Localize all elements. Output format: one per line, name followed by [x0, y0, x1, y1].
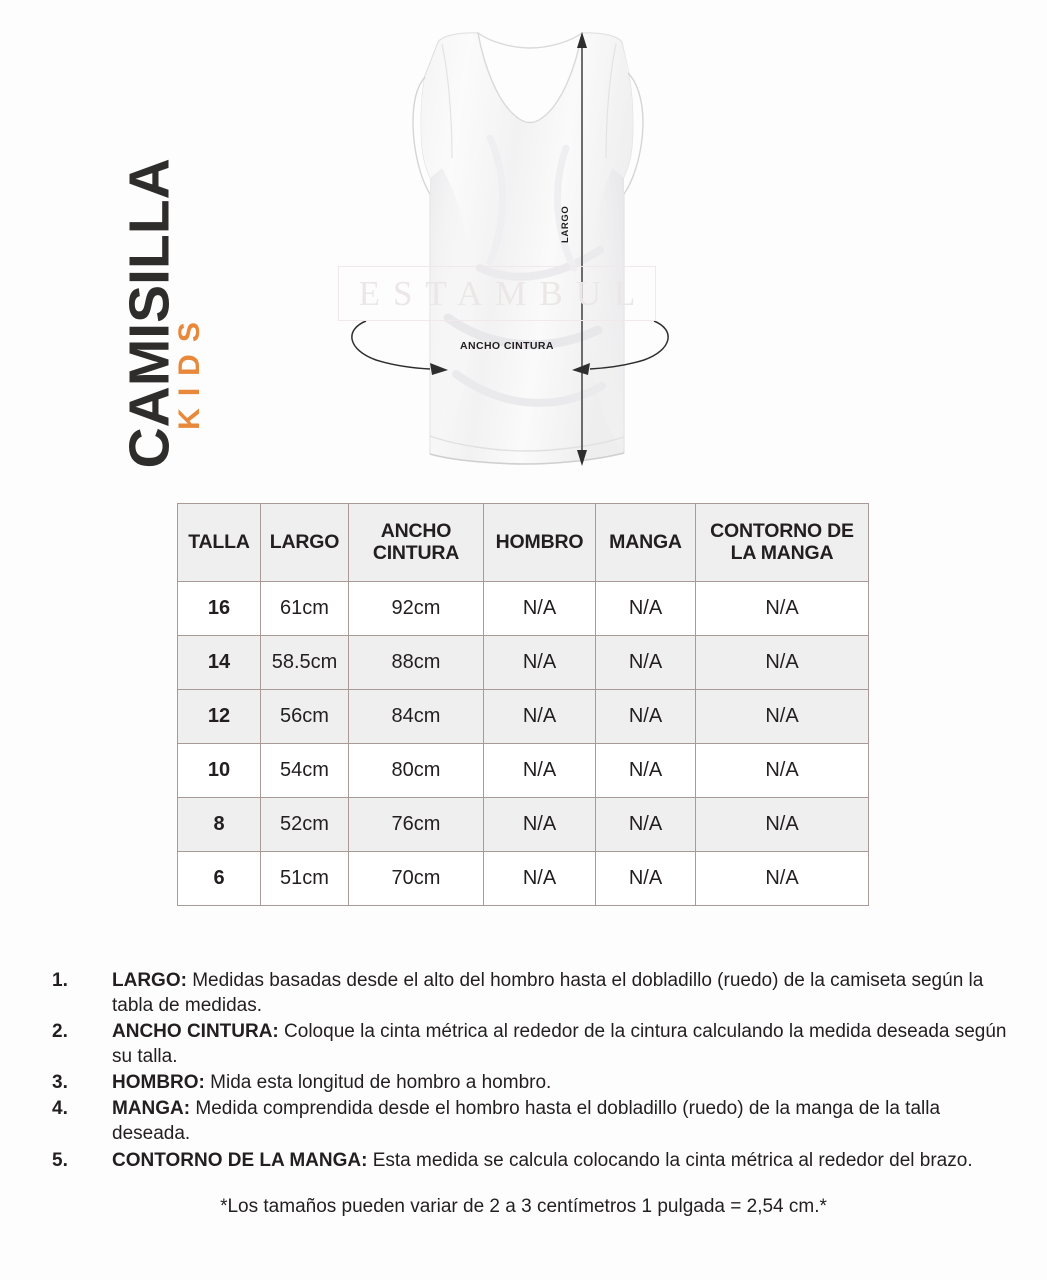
- cell-contorno: N/A: [696, 852, 869, 906]
- cell-hombro: N/A: [484, 798, 596, 852]
- column-header-contorno-manga: [696, 504, 869, 582]
- cell-hombro: N/A: [484, 852, 596, 906]
- cell-hombro: N/A: [484, 582, 596, 636]
- cell-talla: 10: [178, 744, 261, 798]
- cell-talla: 6: [178, 852, 261, 906]
- instruction-item: [52, 968, 1014, 1018]
- cell-contorno: N/A: [696, 798, 869, 852]
- cell-talla: 14: [178, 636, 261, 690]
- column-header-hombro: HOMBRO: [484, 504, 596, 582]
- instruction-number: 1.: [52, 970, 68, 991]
- header-line-1: ANCHO: [380, 519, 452, 542]
- cell-talla: 8: [178, 798, 261, 852]
- cell-manga: N/A: [596, 798, 696, 852]
- instruction-text: [112, 1019, 1014, 1069]
- footer-note: *Los tamaños pueden variar de 2 a 3 centímetros 1 pulgada = 2,54 cm.*: [220, 1196, 827, 1217]
- table-row: [178, 690, 869, 744]
- column-header-ancho-cintura: [349, 504, 484, 582]
- cell-ancho: 88cm: [349, 636, 484, 690]
- title-block: [60, 150, 230, 510]
- table-row: [178, 744, 869, 798]
- instruction-description: Medidas basadas desde el alto del hombro hasta el dobladillo (ruedo) de la camiseta según la tabla de medidas.: [112, 970, 984, 1017]
- cell-manga: N/A: [596, 636, 696, 690]
- instructions-list: [52, 968, 1014, 1174]
- tank-top-svg: [330, 18, 690, 488]
- instruction-number: 4.: [52, 1098, 68, 1120]
- instruction-item: [52, 1070, 1014, 1095]
- column-header-manga: MANGA: [596, 504, 696, 582]
- cell-manga: N/A: [596, 582, 696, 636]
- cell-ancho: 80cm: [349, 744, 484, 798]
- cell-ancho: 76cm: [349, 798, 484, 852]
- instruction-item: [52, 1096, 1014, 1146]
- header-line-1: CONTORNO DE: [710, 519, 854, 542]
- header-line-2: CINTURA: [372, 541, 460, 564]
- cell-ancho: 84cm: [349, 690, 484, 744]
- size-table-header: [178, 504, 869, 582]
- column-header-largo: LARGO: [261, 504, 349, 582]
- cell-contorno: N/A: [696, 744, 869, 798]
- cell-contorno: N/A: [696, 582, 869, 636]
- cell-contorno: N/A: [696, 636, 869, 690]
- cell-largo: 61cm: [261, 582, 349, 636]
- column-header-talla: TALLA: [178, 504, 261, 582]
- instruction-text: [112, 968, 1014, 1018]
- watermark-text: ESTAMBUL: [358, 273, 649, 313]
- page-title: CAMISILLA: [117, 158, 182, 469]
- instruction-label: LARGO:: [112, 970, 187, 991]
- instruction-text: [112, 1096, 1014, 1146]
- instruction-item: [52, 1019, 1014, 1069]
- instruction-label: CONTORNO DE LA MANGA:: [112, 1149, 368, 1171]
- cell-largo: 54cm: [261, 744, 349, 798]
- cell-hombro: N/A: [484, 744, 596, 798]
- instruction-label: HOMBRO:: [112, 1072, 205, 1094]
- instruction-number: 2.: [52, 1021, 68, 1043]
- table-row: [178, 636, 869, 690]
- instruction-number: 3.: [52, 1072, 68, 1094]
- table-row: [178, 852, 869, 906]
- instruction-description: Esta medida se calcula colocando la cinta métrica al rededor del brazo.: [367, 1149, 973, 1171]
- cell-hombro: N/A: [484, 690, 596, 744]
- cell-ancho: 70cm: [349, 852, 484, 906]
- cell-talla: 12: [178, 690, 261, 744]
- garment-body: [412, 33, 644, 464]
- size-table-body: [178, 582, 869, 906]
- instruction-text: [112, 1070, 1014, 1095]
- table-header-row: [178, 504, 869, 582]
- cell-largo: 58.5cm: [261, 636, 349, 690]
- cell-manga: N/A: [596, 690, 696, 744]
- cell-largo: 56cm: [261, 690, 349, 744]
- table-row: [178, 798, 869, 852]
- cell-ancho: 92cm: [349, 582, 484, 636]
- instruction-text: [112, 1148, 1014, 1173]
- cell-largo: 51cm: [261, 852, 349, 906]
- ancho-cintura-label: ANCHO CINTURA: [460, 340, 554, 352]
- cell-talla: 16: [178, 582, 261, 636]
- instruction-description: Medida comprendida desde el hombro hasta el dobladillo (ruedo) de la manga de la talla deseada.: [112, 1098, 941, 1145]
- cell-hombro: N/A: [484, 636, 596, 690]
- size-table: [177, 503, 869, 906]
- instruction-label: MANGA:: [112, 1098, 191, 1120]
- header-line-2: LA MANGA: [730, 541, 834, 564]
- table-row: [178, 582, 869, 636]
- largo-label: LARGO: [560, 205, 571, 243]
- cell-manga: N/A: [596, 852, 696, 906]
- instruction-description: Mida esta longitud de hombro a hombro.: [204, 1072, 552, 1094]
- garment-illustration: [330, 18, 690, 488]
- instruction-label: ANCHO CINTURA:: [112, 1021, 279, 1043]
- instruction-number: 5.: [52, 1149, 68, 1171]
- page-subtitle: KIDS: [173, 310, 206, 430]
- instruction-item: [52, 1148, 1014, 1173]
- cell-manga: N/A: [596, 744, 696, 798]
- cell-largo: 52cm: [261, 798, 349, 852]
- cell-contorno: N/A: [696, 690, 869, 744]
- instruction-description: Coloque la cinta métrica al rededor de la cintura calculando la medida deseada según su talla.: [112, 1021, 1007, 1068]
